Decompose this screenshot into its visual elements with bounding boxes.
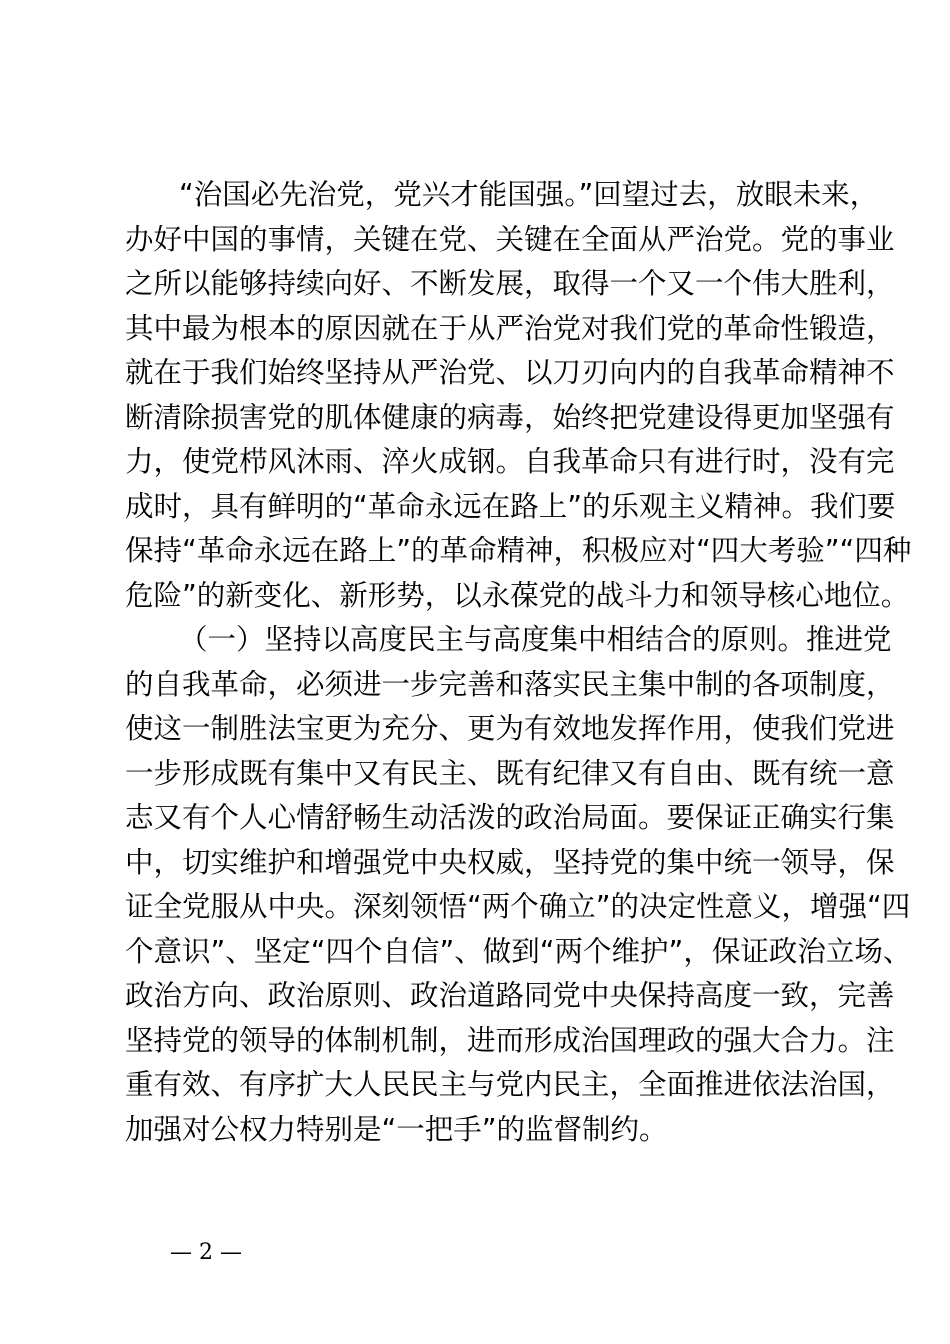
page-number: — 2 — [170, 1240, 242, 1265]
paragraph-2-line-4 [0, 752, 950, 796]
paragraph-2-line-9 [0, 974, 950, 1018]
paragraph-text: 保持“革命永远在路上”的革命精神，积极应对“四大考验”“四种 [125, 534, 912, 567]
paragraph-2-line-1 [0, 618, 950, 662]
paragraph-text: 加强对公权力特别是“一把手”的监督制约。 [125, 1113, 668, 1146]
paragraph-2-line-12 [0, 1108, 950, 1152]
paragraph-2-line-5 [0, 796, 950, 840]
paragraph-2-line-3 [0, 707, 950, 751]
paragraph-2-line-11 [0, 1063, 950, 1107]
paragraph-text: 断清除损害党的肌体健康的病毒，始终把党建设得更加坚强有 [125, 401, 895, 434]
paragraph-text: 危险”的新变化、新形势，以永葆党的战斗力和领导核心地位。 [125, 579, 910, 612]
paragraph-2-line-2 [0, 663, 950, 707]
paragraph-1-line-5 [0, 351, 950, 395]
paragraph-text: 其中最为根本的原因就在于从严治党对我们党的革命性锻造， [125, 312, 895, 345]
paragraph-text: （一）坚持以高度民主与高度集中相结合的原则。推进党 [179, 623, 892, 656]
paragraph-1-line-10 [0, 574, 950, 618]
paragraph-1-line-9 [0, 529, 950, 573]
paragraph-text: 成时，具有鲜明的“革命永远在路上”的乐观主义精神。我们要 [125, 490, 896, 523]
paragraph-2-line-6 [0, 841, 950, 885]
paragraph-text: 之所以能够持续向好、不断发展，取得一个又一个伟大胜利， [125, 267, 895, 300]
paragraph-text: 的自我革命，必须进一步完善和落实民主集中制的各项制度， [125, 668, 895, 701]
paragraph-text: 重有效、有序扩大人民民主与党内民主，全面推进依法治国， [125, 1068, 895, 1101]
paragraph-text: 办好中国的事情，关键在党、关键在全面从严治党。党的事业 [125, 223, 895, 256]
paragraph-1-line-7 [0, 440, 950, 484]
paragraph-text: 就在于我们始终坚持从严治党、以刀刃向内的自我革命精神不 [125, 356, 895, 389]
paragraph-text: “治国必先治党，党兴才能国强。”回望过去，放眼未来， [179, 178, 879, 211]
paragraph-text: 力，使党栉风沐雨、淬火成钢。自我革命只有进行时，没有完 [125, 445, 895, 478]
paragraph-text: 个意识”、坚定“四个自信”、做到“两个维护”，保证政治立场、 [125, 935, 912, 968]
paragraph-text: 志又有个人心情舒畅生动活泼的政治局面。要保证正确实行集 [125, 801, 895, 834]
paragraph-1-line-2 [0, 218, 950, 262]
paragraph-2-line-7 [0, 885, 950, 929]
paragraph-text: 使这一制胜法宝更为充分、更为有效地发挥作用，使我们党进 [125, 712, 895, 745]
paragraph-text: 坚持党的领导的体制机制，进而形成治国理政的强大合力。注 [125, 1024, 895, 1057]
paragraph-1-line-6 [0, 396, 950, 440]
paragraph-text: 一步形成既有集中又有民主、既有纪律又有自由、既有统一意 [125, 757, 895, 790]
paragraph-text: 证全党服从中央。深刻领悟“两个确立”的决定性意义，增强“四 [125, 890, 911, 923]
paragraph-1-line-8 [0, 485, 950, 529]
paragraph-text: 中，切实维护和增强党中央权威，坚持党的集中统一领导，保 [125, 846, 895, 879]
paragraph-2-line-10 [0, 1019, 950, 1063]
paragraph-2-line-8 [0, 930, 950, 974]
paragraph-1-line-1 [0, 173, 950, 217]
paragraph-1-line-4 [0, 307, 950, 351]
paragraph-1-line-3 [0, 262, 950, 306]
paragraph-text: 政治方向、政治原则、政治道路同党中央保持高度一致，完善 [125, 979, 895, 1012]
